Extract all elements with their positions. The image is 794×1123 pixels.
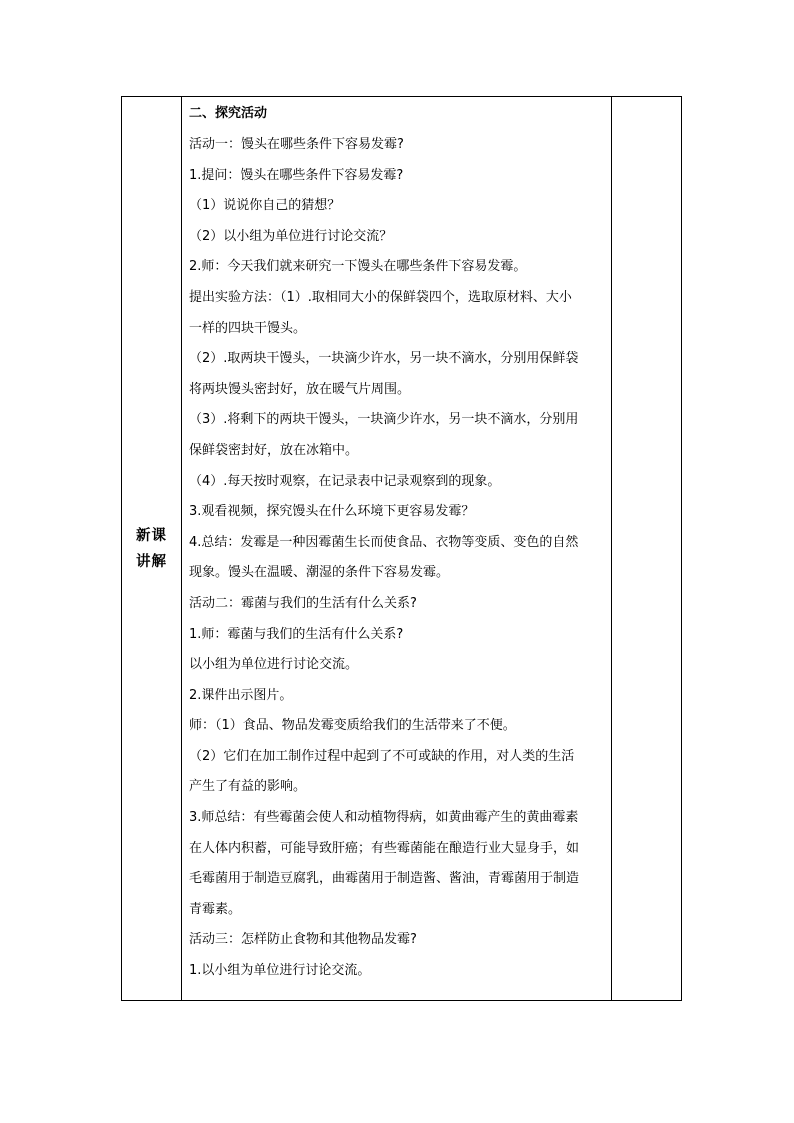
- content-line: 4.总结：发霉是一种因霉菌生长而使食品、衣物等变质、变色的自然: [189, 534, 579, 550]
- content-line: （3）.将剩下的两块干馒头，一块滴少许水，另一块不滴水，分别用: [189, 412, 579, 428]
- content-line: 现象。馒头在温暖、潮湿的条件下容易发霉。: [189, 565, 450, 581]
- content-line: （2）.取两块干馒头，一块滴少许水，另一块不滴水，分别用保鲜袋: [189, 351, 579, 367]
- content-line: 在人体内积蓄，可能导致肝癌；有些霉菌能在酿造行业大显身手，如: [189, 840, 580, 856]
- content-line: 毛霉菌用于制造豆腐乳，曲霉菌用于制造酱、酱油，青霉菌用于制造: [189, 871, 580, 887]
- content-line: 2.课件出示图片。: [189, 687, 293, 703]
- section-label: 新课讲解: [136, 527, 167, 570]
- content-line: 提出实验方法：（1）.取相同大小的保鲜袋四个，选取原材料、大小: [189, 289, 572, 305]
- table-row: [122, 97, 682, 1001]
- content-body: [182, 97, 611, 987]
- lesson-plan-table: [121, 96, 682, 1001]
- content-line: （4）.每天按时观察，在记录表中记录观察到的现象。: [189, 473, 501, 489]
- content-line: 一样的四块干馒头。: [189, 320, 307, 336]
- content-line: 3.师总结：有些霉菌会使人和动植物得病，如黄曲霉产生的黄曲霉素: [189, 810, 579, 826]
- content-line: 产生了有益的影响。: [189, 779, 307, 795]
- content-line: 1.师：霉菌与我们的生活有什么关系?: [189, 626, 404, 642]
- content-line: 将两块馒头密封好，放在暖气片周围。: [189, 381, 411, 397]
- content-line: （2）以小组为单位进行讨论交流？: [189, 228, 393, 244]
- content-line: 以小组为单位进行讨论交流。: [189, 657, 359, 673]
- section-label-cell: [122, 97, 182, 1001]
- content-line: 活动二：霉菌与我们的生活有什么关系?: [189, 595, 417, 611]
- content-line: 活动一：馒头在哪些条件下容易发霉?: [189, 137, 404, 152]
- content-line: 师：（1）食品、物品发霉变质给我们的生活带来了不便。: [189, 718, 516, 734]
- content-line: 青霉素。: [189, 901, 242, 917]
- section-title: 二、探究活动: [189, 106, 268, 121]
- content-line: 1.以小组为单位进行讨论交流。: [189, 963, 371, 979]
- content-line: 活动三：怎样防止食物和其他物品发霉?: [189, 932, 417, 948]
- content-cell: [182, 97, 612, 1001]
- content-line: （1）说说你自己的猜想？: [189, 198, 341, 214]
- notes-cell: [612, 97, 682, 1001]
- content-line: 3.观看视频，探究馒头在什么环境下更容易发霉？: [189, 504, 475, 520]
- content-line: 2.师：今天我们就来研究一下馒头在哪些条件下容易发霉。: [189, 259, 527, 275]
- content-line: 1.提问：馒头在哪些条件下容易发霉?: [189, 167, 404, 183]
- content-line: （2）它们在加工制作过程中起到了不可或缺的作用，对人类的生活: [189, 748, 575, 764]
- content-line: 保鲜袋密封好，放在冰箱中。: [189, 442, 359, 458]
